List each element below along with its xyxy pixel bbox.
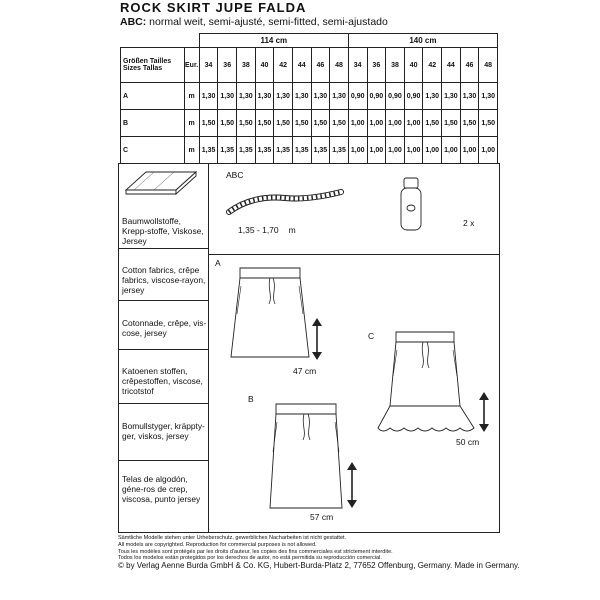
yardage-cell: 1,00 [479,137,498,164]
size-label-line2: Sizes Tallas [123,65,163,72]
length-arrow-b-icon [346,462,358,508]
cord-length-value: 1,35 - 1,70 [238,225,279,235]
size-header: 40 [255,48,274,83]
yardage-cell: 0,90 [404,83,423,110]
yardage-cell: 1,35 [292,137,311,164]
notions-divider [208,254,500,255]
cord-stopper-icon [400,178,424,234]
fabric-divider [118,300,208,301]
eur-label: Eur. [184,48,199,83]
fabric-text-fr: Cotonnade, crêpe, vis-cose, jersey [122,318,207,338]
view-a-row-label: A [121,83,185,110]
yardage-cell: 1,50 [311,110,330,137]
yardage-cell: 1,30 [292,83,311,110]
view-c-length: 50 cm [456,437,480,447]
fabric-divider [118,349,208,350]
size-header: 34 [348,48,367,83]
yardage-cell: 1,00 [460,137,479,164]
yardage-cell: 1,30 [442,83,461,110]
skirt-b-drawing [258,396,358,512]
yardage-cell: 1,30 [423,83,442,110]
size-header: 44 [442,48,461,83]
copyright-note-fr: Tous les modèles sont protégés par les droits d'auteur, les copies des fins commerciales est strictement interdite. [118,549,393,555]
size-label-line1: Größen Tailles [123,58,172,65]
size-header: 36 [218,48,237,83]
yardage-cell: 1,30 [218,83,237,110]
yardage-cell: 1,00 [386,110,405,137]
unit-cell: m [184,137,199,164]
yardage-cell: 1,30 [237,83,256,110]
yardage-cell: 1,35 [311,137,330,164]
yardage-cell: 1,50 [237,110,256,137]
yardage-cell: 1,50 [442,110,461,137]
yardage-cell: 1,00 [348,110,367,137]
yardage-cell: 1,00 [348,137,367,164]
fabric-text-de: Baumwollstoffe, Krepp-stoffe, Viskose, Jersey [122,216,204,246]
width-140-header: 140 cm [348,34,497,48]
yardage-cell: 1,50 [199,110,218,137]
length-arrow-c-icon [478,392,490,432]
yardage-cell: 1,35 [330,137,349,164]
stopper-quantity: 2 x [463,218,475,228]
yardage-cell: 1,30 [460,83,479,110]
copyright-note-de: Sämtliche Modelle stehen unter Urheberschutz, gewerbliches Nacharbeiten ist nicht gestattet. [118,535,347,541]
yardage-cell: 1,00 [442,137,461,164]
yardage-cell: 1,35 [218,137,237,164]
publisher-copyright: © by Verlag Aenne Burda GmbH & Co. KG, Hubert-Burda-Platz 2, 77652 Offenburg, Germany. Made in Germany. [118,561,520,570]
size-header: 42 [274,48,293,83]
view-c-row-label: C [121,137,185,164]
size-header: 48 [330,48,349,83]
view-b-row-label: B [121,110,185,137]
panel-divider [208,163,209,533]
length-arrow-a-icon [311,318,323,360]
notions-label: ABC [226,170,244,180]
yardage-cell: 1,30 [311,83,330,110]
yardage-cell: 0,90 [367,83,386,110]
yardage-cell: 1,50 [423,110,442,137]
width-114-header: 114 cm [199,34,348,48]
size-label-cell [121,48,185,83]
yardage-cell: 1,50 [460,110,479,137]
view-b-length: 57 cm [310,512,334,522]
skirt-a-drawing [225,262,315,362]
yardage-cell: 0,90 [386,83,405,110]
fabric-divider [118,248,208,249]
size-header: 42 [423,48,442,83]
yardage-cell: 1,35 [274,137,293,164]
size-header: 44 [292,48,311,83]
size-header: 40 [404,48,423,83]
size-header: 46 [460,48,479,83]
yardage-cell: 1,35 [255,137,274,164]
yardage-cell: 1,00 [404,110,423,137]
yardage-cell: 1,30 [199,83,218,110]
yardage-cell: 1,35 [199,137,218,164]
copyright-note-en: All models are copyrighted. Reproduction for commercial purposes is not allowed. [118,542,317,548]
yardage-cell: 1,30 [274,83,293,110]
cord-length-unit: m [288,225,296,235]
fit-prefix: ABC: [120,16,147,28]
pattern-title: ROCK SKIRT JUPE FALDA [120,0,307,15]
fabric-divider [118,403,208,404]
unit-cell: m [184,83,199,110]
cord-length [238,225,296,235]
size-header: 48 [479,48,498,83]
yardage-cell: 1,30 [479,83,498,110]
view-a-length: 47 cm [293,366,317,376]
fabric-swatch-icon [124,170,202,200]
size-header: 34 [199,48,218,83]
view-c-label: C [368,331,375,341]
yardage-cell: 1,30 [255,83,274,110]
yardage-cell: 1,50 [479,110,498,137]
yardage-cell: 1,00 [367,110,386,137]
skirt-c-drawing [380,326,480,436]
fabric-text-es: Telas de algodón, géne-ros de crep, viscosa, punto jersey [122,474,201,504]
yardage-table [120,33,498,164]
yardage-cell: 1,50 [330,110,349,137]
cord-icon [225,190,345,220]
yardage-cell: 1,50 [218,110,237,137]
fabric-text-nl: Katoenen stoffen, crêpestoffen, viscose, tricotstof [122,366,203,396]
view-a-label: A [215,258,221,268]
size-header: 46 [311,48,330,83]
yardage-cell: 0,90 [348,83,367,110]
view-b-label: B [248,394,254,404]
yardage-cell: 1,00 [423,137,442,164]
fabric-divider [118,460,208,461]
size-header: 38 [386,48,405,83]
yardage-cell: 1,50 [255,110,274,137]
size-header: 38 [237,48,256,83]
yardage-cell: 1,00 [367,137,386,164]
fabric-text-en: Cotton fabrics, crêpe fabrics, viscose-rayon, jersey [122,265,206,295]
size-header: 36 [367,48,386,83]
copyright-note-es: Todos los modelos están protegidos por los derechos de autor, no está permitida su reproducción comercial. [118,555,382,561]
yardage-cell: 1,00 [386,137,405,164]
yardage-cell: 1,00 [404,137,423,164]
fit-text: normal weit, semi-ajusté, semi-fitted, semi-ajustado [146,16,388,28]
yardage-cell: 1,50 [274,110,293,137]
fabric-text-sv: Bomullstyger, kräppty-ger, viskos, jersey [122,421,205,441]
yardage-cell: 1,50 [292,110,311,137]
fit-description [120,16,388,28]
yardage-cell: 1,30 [330,83,349,110]
yardage-cell: 1,35 [237,137,256,164]
unit-cell: m [184,110,199,137]
